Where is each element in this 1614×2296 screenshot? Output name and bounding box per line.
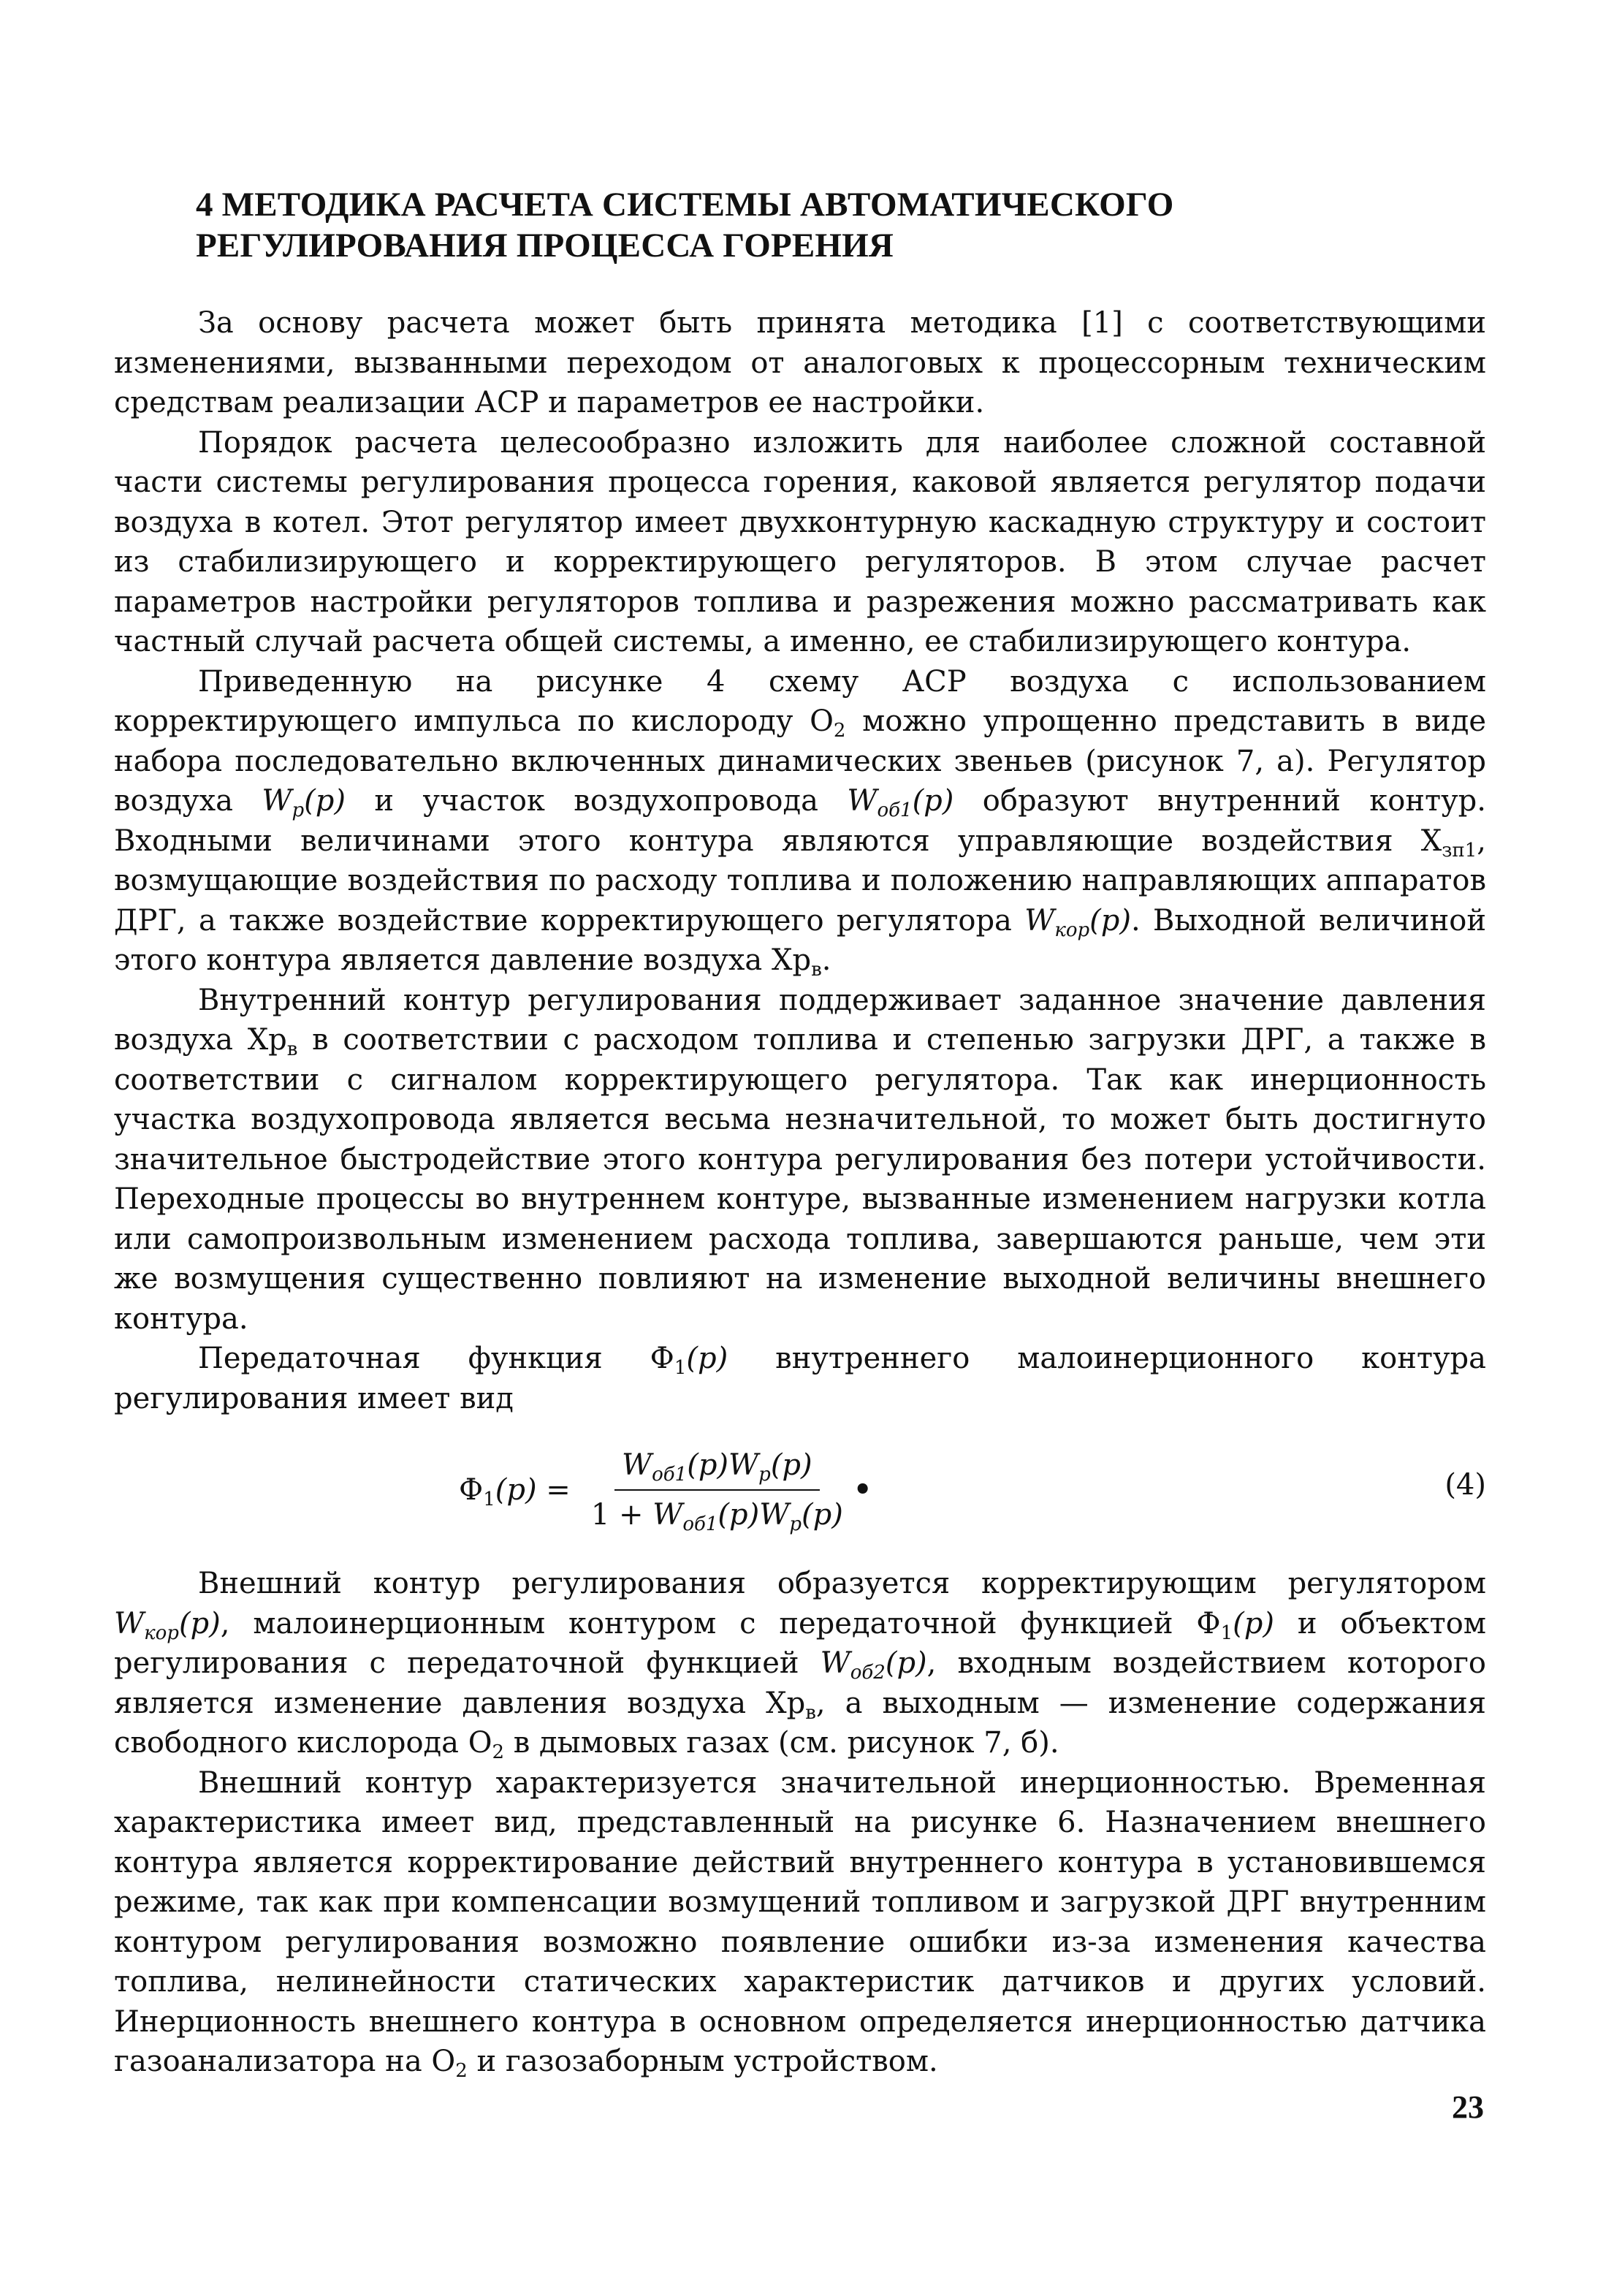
w-kor-symbol: $W_{кор}(p)$ [1024,903,1131,941]
paragraph-2: Порядок расчета целесообразно изложить для наиболее сложной составной части системы регулирования процесса горения, каковой является регулятор подачи воздуха в котел. Этот регулятор имеет двухконтурную каскадную структуру и состоит из стабилизирующего и корректирующего регуляторов. В этом случае расчет параметров настройки регуляторов топлива и разрежения можно рассматривать как частный случай расчета общей системы, а именно, ее стабилизирующего контура. [114,425,1486,658]
w-ob2-symbol: $W_{об2}(p)$ [820,1646,927,1684]
paragraph-7: Внешний контур характеризуется значительной инерционностью. Временная характеристика имеет вид, представленный на рисунке 6. Назначением внешнего контура является корректирование действий внутреннего контура в установившемся режиме, так как при компенсации возмущений топливом и загрузкой ДРГ внутренним контуром регулирования возможно появление ошибки из-за изменения качества топлива, нелинейности статических характеристик датчиков и других условий. Инерционность внешнего контура в основном определяется инерционностью датчика газоанализатора на $O_2$ и газозаборным устройством. [114,1765,1486,2082]
equation-numerator: $W_{об1}(p)W_р(p)$ [614,1445,820,1491]
paragraph-5: Передаточная функция $Ф_1(p)$ внутреннего малоинерционного контура регулирования имеет вид [114,1342,1486,1415]
paragraph-6: Внешний контур регулирования образуется корректирующим регулятором $W_{кор}(p)$, малоинерционным контуром с передаточной функцией $Ф_1(p)$ и объектом регулирования с передаточной функцией $W_{об2}(p)$, входным воздействием которого является изменение давления воздуха $Xp_в$, а выходным — изменение содержания свободного кислорода $O_2$ в дымовых газах (см. рисунок 7, б). [114,1567,1487,1763]
paragraph-4: Внутренний контур регулирования поддерживает заданное значение давления воздуха $Xp_в$ в соответствии с расходом топлива и степенью загрузки ДРГ, а также в соответствии с сигналом корректирующего регулятора. Так как инерционность участка воздухопровода является весьма незначительной, то может быть достигнуто значительное быстродействие этого контура регулирования без потери устойчивости. Переходные процессы во внутреннем контуре, вызванные изменением нагрузки котла или самопроизвольным изменением расхода топлива, завершаются раньше, чем эти же возмущения существенно повлияют на изменение выходной величины внешнего контура. [114,983,1486,1336]
w-r-symbol: $W_р(p)$ [262,784,346,821]
equation-4 [114,1426,1486,1561]
equation-dot: • [853,1472,872,1507]
section-heading [196,184,1438,266]
paragraph-1: За основу расчета может быть принята методика [1] с соответствующими изменениями, вызванными переходом от аналоговых к процессорным техническим средствам реализации АСР и параметров ее настройки. [114,306,1486,419]
equation-number: (4) [1444,1468,1486,1502]
heading-line-1: 4 МЕТОДИКА РАСЧЕТА СИСТЕМЫ АВТОМАТИЧЕСКОГО [196,186,1174,224]
page-number: 23 [1452,2089,1484,2125]
w-kor-symbol: $W_{кор}(p)$ [114,1606,221,1644]
equation-fraction [584,1445,850,1535]
equation-lhs: $Ф_1(p)$ = [459,1472,571,1510]
paragraph-3: Приведенную на рисунке 4 схему АСР воздуха с использованием корректирующего импульса по кислороду $O_2$ можно упрощенно представить в виде набора последовательно включенных динамических звеньев (рисунок 7, а). Регулятор воздуха $W_р(p)$ и участок воздухопровода $W_{об1}(p)$ образуют внутренний контур. Входными величинами этого контура являются управляющие воздействия $X_{зп1}$, возмущающие воздействия по расходу топлива и положению направляющих аппаратов ДРГ, а также воздействие корректирующего регулятора $W_{кор}(p)$. Выходной величиной этого контура является давление воздуха $Xp_в$. [114,664,1487,981]
w-ob1-symbol: $W_{об1}(p)$ [847,784,954,821]
heading-line-2: РЕГУЛИРОВАНИЯ ПРОЦЕССА ГОРЕНИЯ [196,227,894,265]
body-text [114,303,1486,2082]
equation-denominator: $1 + W_{об1}(p)W_р(p)$ [590,1498,843,1535]
